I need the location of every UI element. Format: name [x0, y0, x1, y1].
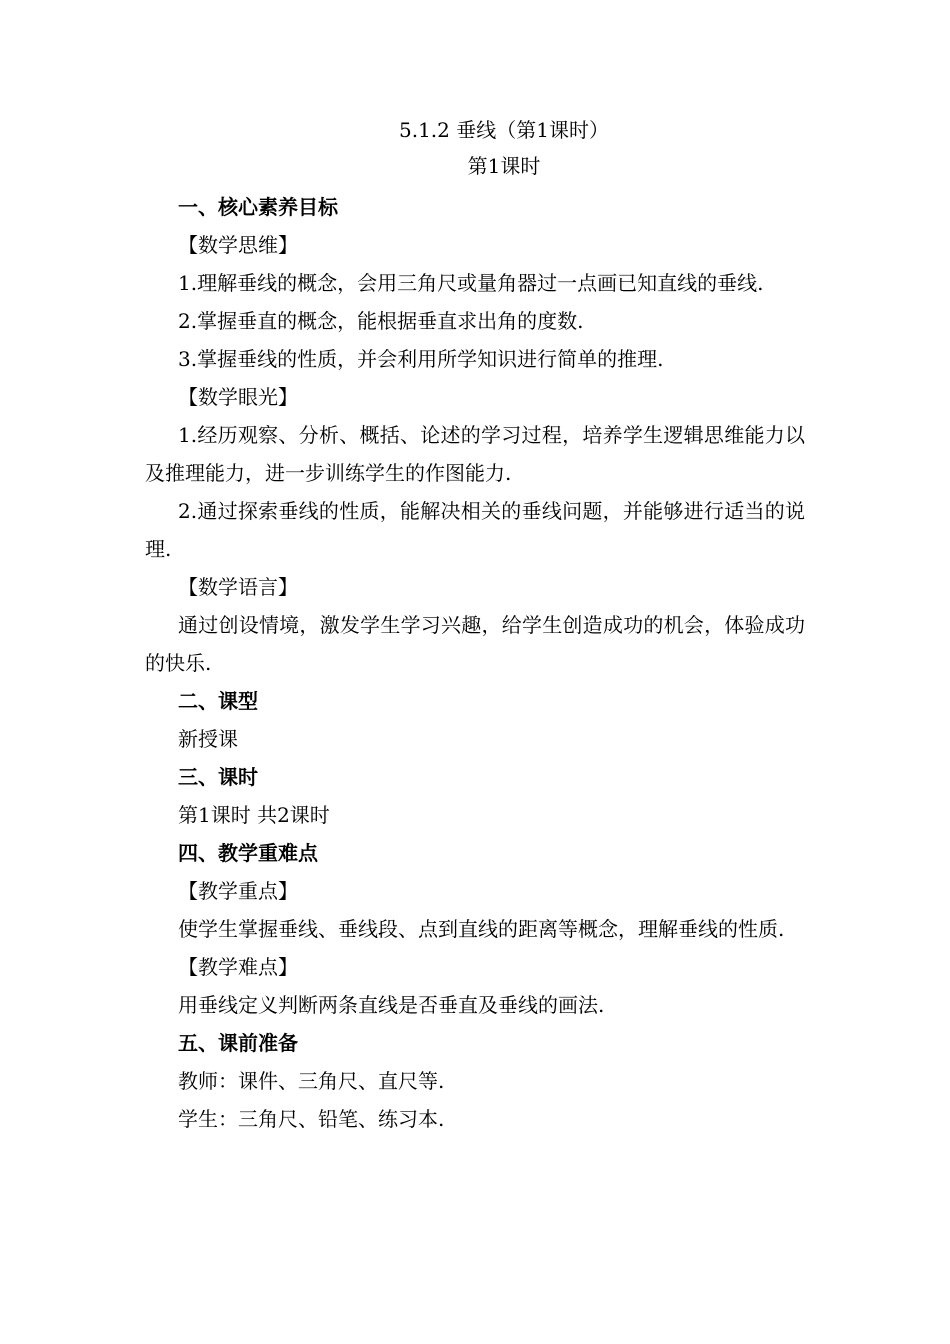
document-title: 5.1.2 垂线（第1课时）: [399, 118, 609, 142]
document-page: [145, 112, 805, 1138]
section-heading: 三、课时: [178, 765, 258, 789]
paragraph: 1.理解垂线的概念，会用三角尺或量角器过一点画已知直线的垂线.: [178, 271, 764, 295]
paragraph: 2.通过探索垂线的性质，能解决相关的垂线问题，并能够进行适当的说理.: [145, 499, 805, 561]
paragraph-student: 学生：三角尺、铅笔、练习本.: [178, 1107, 445, 1131]
section-lesson-hours: [145, 758, 805, 834]
section-core-goals: [145, 188, 805, 682]
subsection-tag: 【教学难点】: [178, 955, 298, 979]
document-subtitle: 第1课时: [467, 154, 541, 178]
section-heading: 四、教学重难点: [178, 841, 318, 865]
subsection-tag: 【教学重点】: [178, 879, 298, 903]
paragraph: 第1课时 共2课时: [178, 803, 330, 827]
paragraph-teacher: 教师：课件、三角尺、直尺等.: [178, 1069, 445, 1093]
section-lesson-type: [145, 682, 805, 758]
subsection-tag: 【数学眼光】: [178, 385, 298, 409]
paragraph: 1.经历观察、分析、概括、论述的学习过程，培养学生逻辑思维能力以及推理能力，进一步训练学生的作图能力.: [145, 423, 805, 485]
paragraph: 新授课: [178, 727, 238, 751]
paragraph: 2.掌握垂直的概念，能根据垂直求出角的度数.: [178, 309, 584, 333]
section-heading: 一、核心素养目标: [178, 195, 338, 219]
paragraph: 使学生掌握垂线、垂线段、点到直线的距离等概念，理解垂线的性质.: [178, 917, 785, 941]
section-preparation: [145, 1024, 805, 1138]
subsection-tag: 【数学语言】: [178, 575, 298, 599]
subsection-tag: 【数学思维】: [178, 233, 298, 257]
paragraph: 用垂线定义判断两条直线是否垂直及垂线的画法.: [178, 993, 605, 1017]
section-heading: 五、课前准备: [178, 1031, 298, 1055]
paragraph: 3.掌握垂线的性质，并会利用所学知识进行简单的推理.: [178, 347, 664, 371]
paragraph: 通过创设情境，激发学生学习兴趣，给学生创造成功的机会，体验成功的快乐.: [145, 613, 805, 675]
section-heading: 二、课型: [178, 689, 258, 713]
section-key-difficult-points: [145, 834, 805, 1024]
